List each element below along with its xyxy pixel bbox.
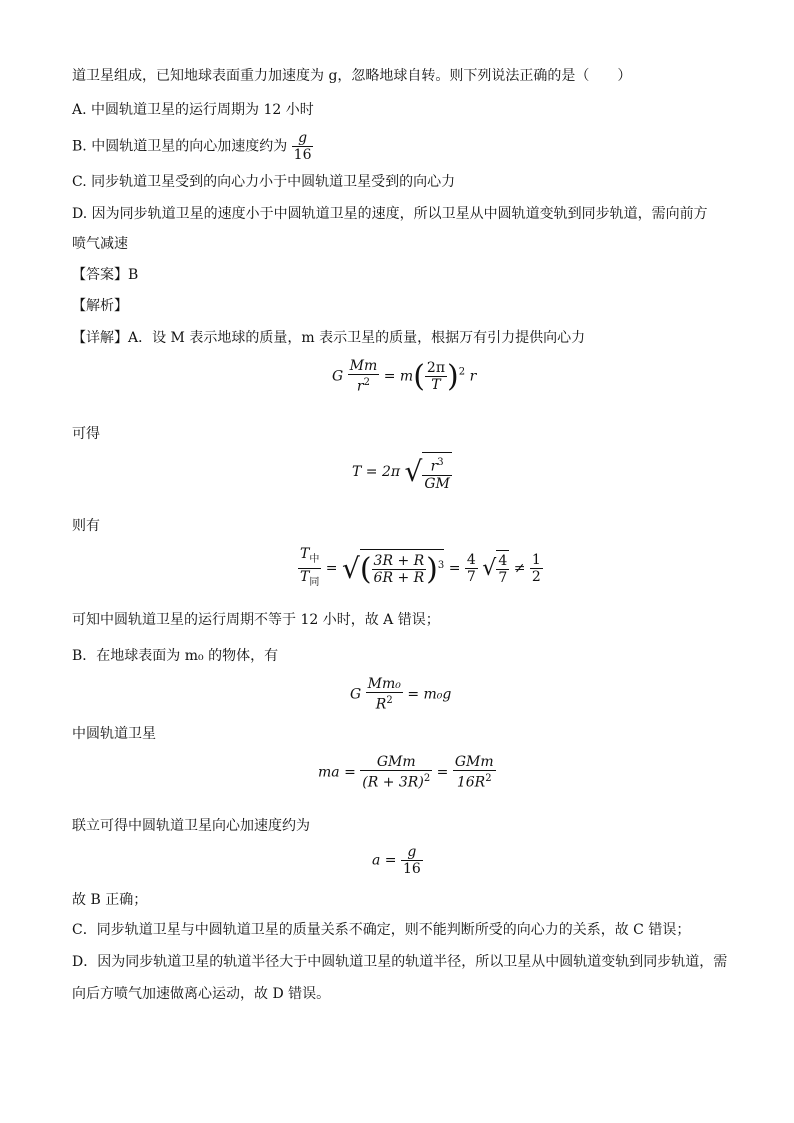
option-b-fraction: $\frac{g}{16}$ <box>293 130 312 163</box>
c-text: C．同步轨道卫星与中圆轨道卫星的质量关系不确定，则不能判断所受的向心力的关系，故 C 错误； <box>72 922 691 938</box>
option-b <box>72 130 313 163</box>
equation-5: ma = $\frac{\text{GMm}}{(R + 3R)^2}$ = $\frac{\text{GMm}}{16R^2}$ <box>318 754 494 791</box>
option-b-text: B. 中圆轨道卫星的向心加速度约为 <box>72 138 288 155</box>
ze-you: 则有 <box>72 518 100 534</box>
a-conclusion: 可知中圆轨道卫星的运行周期不等于 12 小时，故 A 错误； <box>72 612 440 628</box>
equation-3: $\frac{T_中}{T_同}$ = √( $\frac{3R + R}{6R + R}$ )$^3$ = $\frac{4}{7}$ √ $\frac{4}{7}$ ≠ $\frac{1}{2}$ <box>300 546 541 588</box>
b-middle: 中圆轨道卫星 <box>72 726 156 742</box>
option-c: C. 同步轨道卫星受到的向心力小于中圆轨道卫星受到的向心力 <box>72 174 456 190</box>
d-line2: 向后方喷气加速做离心运动，故 D 错误。 <box>72 986 331 1002</box>
equation-1: G $\frac{Mm}{r^2}$ = m( $\frac{2\pi}{T}$ )$^2$ r <box>332 358 477 395</box>
option-d-line1: D. 因为同步轨道卫星的速度小于中圆轨道卫星的速度，所以卫星从中圆轨道变轨到同步轨道，需向前方 <box>72 206 708 222</box>
b-conclusion: 故 B 正确； <box>72 892 148 908</box>
equation-4: G $\frac{\text{Mm₀}}{R^2}$ = m₀g <box>350 676 452 713</box>
analysis-label: 【解析】 <box>72 298 128 314</box>
answer-label: 【答案】B <box>72 267 139 283</box>
question-stem: 道卫星组成，已知地球表面重力加速度为 g，忽略地球自转。则下列说法正确的是（ ） <box>72 68 632 84</box>
ke-de-1: 可得 <box>72 426 100 442</box>
equation-2: T = 2π √ $\frac{r^3}{GM}$ <box>352 452 452 492</box>
b-intro: B．在地球表面为 m₀ 的物体，有 <box>72 648 279 664</box>
equation-6: a = $\frac{g}{16}$ <box>372 844 421 877</box>
option-d-line2: 喷气减速 <box>72 236 128 252</box>
d-line1: D．因为同步轨道卫星的轨道半径大于中圆轨道卫星的轨道半径，所以卫星从中圆轨道变轨到同步轨道，需 <box>72 954 728 970</box>
detail-intro: 【详解】A．设 M 表示地球的质量，m 表示卫星的质量，根据万有引力提供向心力 <box>72 330 586 346</box>
b-combine: 联立可得中圆轨道卫星向心加速度约为 <box>72 818 310 834</box>
option-a: A. 中圆轨道卫星的运行周期为 12 小时 <box>72 102 314 118</box>
